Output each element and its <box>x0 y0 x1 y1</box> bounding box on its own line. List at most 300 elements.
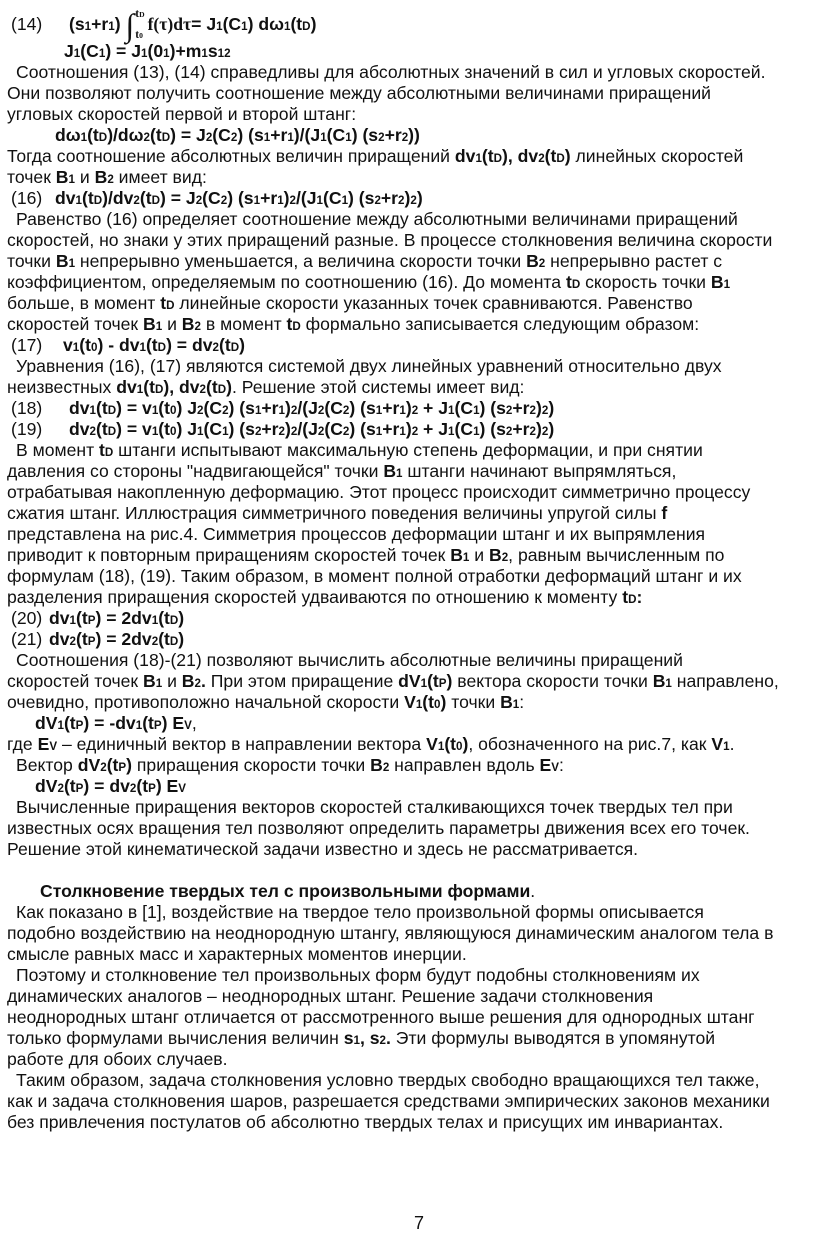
body-text <box>16 1070 759 1090</box>
sub-text: 1 <box>278 404 285 417</box>
text-run: )+m <box>169 41 202 61</box>
sup-text: 2 <box>411 425 419 438</box>
text-run: имеет вид: <box>113 167 207 187</box>
sub-text: P <box>153 719 162 732</box>
text-run: ) = J <box>159 188 196 208</box>
text-run: ) <box>226 377 232 397</box>
sub-text: 2 <box>222 404 229 417</box>
body-text <box>7 293 160 313</box>
text-run: )) <box>408 125 420 145</box>
sub-text: D <box>571 278 581 291</box>
sub-text: D <box>157 341 167 354</box>
formula-text <box>500 692 519 712</box>
text-run: /(J <box>297 419 318 439</box>
text-run: t <box>135 8 140 21</box>
formula-text <box>191 14 316 34</box>
integral-symbol <box>125 7 147 44</box>
formula-text <box>38 734 58 754</box>
text-run: , <box>191 713 197 733</box>
text-line <box>7 1007 831 1028</box>
sub-text: 2 <box>317 404 325 417</box>
text-run: – единичный вектор в направлении вектора <box>57 734 427 754</box>
equation-line <box>11 398 831 419</box>
text-line <box>7 1091 831 1112</box>
text-run: . <box>530 881 536 901</box>
body-text <box>232 377 524 397</box>
formula-text <box>35 713 192 733</box>
text-run: (C <box>222 14 242 34</box>
text-run: t <box>286 314 293 334</box>
formula-text <box>49 629 184 649</box>
text-run: B <box>55 251 69 271</box>
text-run: ) (s <box>479 398 506 418</box>
text-run: угловых скоростей первой и второй штанг: <box>7 104 357 124</box>
text-run: непрерывно уменьшается, а величина скорости точки <box>75 251 527 271</box>
text-line <box>7 1112 831 1133</box>
formula-text <box>622 587 642 607</box>
sub-text: 2 <box>143 131 151 144</box>
sub-text: P <box>75 719 84 732</box>
sub-text: 2 <box>194 320 201 333</box>
body-text <box>7 314 143 334</box>
equation-line <box>11 608 831 629</box>
sub-text: 1 <box>80 131 88 144</box>
text-run: штанги начинают выпрямляться, <box>402 461 677 481</box>
text-run: B <box>488 545 502 565</box>
sub-text: 2 <box>342 404 350 417</box>
sub-text: 1 <box>399 425 406 438</box>
sub-text: D <box>107 425 117 438</box>
text-run: и <box>469 545 489 565</box>
sup-text: 2 <box>224 47 231 60</box>
sub-text: 2 <box>398 194 405 207</box>
text-run: Уравнения (16), (17) являются системой двух линейных уравнений относительно двух <box>16 356 722 376</box>
sub-text: 1 <box>473 404 480 417</box>
text-run: B <box>181 314 195 334</box>
sub-text: D <box>98 131 108 144</box>
formula-text <box>455 146 571 166</box>
sub-text: 1 <box>320 131 327 144</box>
text-run: ) <box>405 419 412 439</box>
sub-text: 1 <box>254 404 262 417</box>
text-line <box>16 902 831 923</box>
text-run: +r <box>512 398 530 418</box>
text-run: При этом приращение <box>205 671 399 691</box>
sub-text: 1 <box>72 341 80 354</box>
body-text <box>519 692 524 712</box>
text-run: ) (s <box>348 188 375 208</box>
text-line <box>7 524 831 545</box>
formula-text <box>49 608 184 628</box>
formula-text <box>711 734 729 754</box>
sub-text: 1 <box>197 425 204 438</box>
text-run: скоростей точек <box>7 314 143 334</box>
text-run: ) J <box>176 398 198 418</box>
text-run: f <box>661 503 668 523</box>
text-run: ) = dv <box>83 776 130 796</box>
text-run: приводит к повторным приращениям скоростей точек <box>7 545 451 565</box>
text-run: +r <box>261 398 279 418</box>
sub-text: 1 <box>253 194 261 207</box>
sub-text: 2 <box>374 194 381 207</box>
text-run: скорость точки <box>580 272 711 292</box>
text-run: B <box>181 671 195 691</box>
text-line <box>16 755 831 776</box>
sub-text: 2 <box>538 152 545 165</box>
text-line <box>7 1049 831 1070</box>
text-line <box>7 314 831 335</box>
text-run: . <box>200 671 206 691</box>
text-run: s <box>207 41 218 61</box>
sub-text: 2 <box>133 194 140 207</box>
equation-number: (18) <box>11 398 43 418</box>
text-run: ) <box>285 398 291 418</box>
text-run: ) <box>285 419 291 439</box>
text-run: ) = 2dv <box>95 608 152 628</box>
text-run: ) (s <box>228 419 255 439</box>
text-run: Эти формулы выводятся в упомянутой <box>390 1028 716 1048</box>
equation-number: (17) <box>11 335 43 355</box>
text-line <box>16 356 831 377</box>
text-run: направлен вдоль <box>389 755 540 775</box>
formula-text <box>160 293 174 313</box>
text-run: ) <box>416 188 423 208</box>
formula-text <box>148 14 192 34</box>
text-run: (t <box>106 755 119 775</box>
text-run: разделения приращения скоростей удваиваются по отношению к моменту <box>7 587 623 607</box>
text-run: (t <box>158 608 170 628</box>
formula-text <box>63 335 245 355</box>
text-run: скоростей, но знаки у этих приращений разные. В процессе столкновения величина скорости <box>7 230 773 250</box>
section-heading <box>40 881 831 902</box>
sub-text: 1 <box>462 551 470 564</box>
body-text <box>7 734 38 754</box>
sup-text: 2 <box>541 425 549 438</box>
text-run: (C <box>202 188 221 208</box>
integral-glyph: ∫ <box>125 7 135 44</box>
text-run: V <box>404 692 416 712</box>
text-run: (C <box>323 188 342 208</box>
text-run: dV <box>398 671 421 691</box>
body-text <box>7 923 773 943</box>
formula-text <box>56 167 75 187</box>
body-text <box>192 713 197 733</box>
text-run: (C <box>203 419 223 439</box>
body-text <box>7 251 56 271</box>
body-text <box>7 272 566 292</box>
text-run: больше, в момент <box>7 293 161 313</box>
text-run: работе для обоих случаев. <box>7 1049 228 1069</box>
text-run: ) <box>405 398 412 418</box>
sub-text: 0 <box>434 698 441 711</box>
text-run: +r <box>382 419 400 439</box>
body-text <box>389 755 539 775</box>
text-run: B <box>143 671 156 691</box>
sub-text: 0 <box>170 404 177 417</box>
text-run: ) <box>178 608 185 628</box>
body-text <box>162 314 182 334</box>
text-line <box>7 104 831 125</box>
text-run: ) <box>548 398 555 418</box>
sub-text: 2 <box>529 425 536 438</box>
text-run: Соотношения (18)-(21) позволяют вычислить абсолютные величины приращений <box>16 650 683 670</box>
text-line <box>7 587 831 608</box>
text-run: (t <box>79 335 91 355</box>
text-run: отрабатывая накопленную деформацию. Этот процесс происходит симметрично процессу <box>7 482 751 502</box>
body-text <box>452 671 652 691</box>
text-run: +r <box>261 419 279 439</box>
text-line <box>7 146 831 167</box>
body-text <box>201 314 287 334</box>
sub-text: 1 <box>723 740 730 753</box>
text-run: штанги испытывают максимальную степень деформации, и при снятии <box>113 440 703 460</box>
formula-text <box>370 755 389 775</box>
text-run: направлено, <box>671 671 779 691</box>
text-run: , равным вычисленным по <box>508 545 725 565</box>
text-run: ) <box>178 629 185 649</box>
text-run: ) dω <box>247 14 284 34</box>
sub-text: 0 <box>170 425 177 438</box>
text-run: (t <box>143 377 155 397</box>
text-line <box>7 1028 831 1049</box>
sup-text: 2 <box>289 194 296 207</box>
formula-text <box>182 671 206 691</box>
formula-text <box>143 671 162 691</box>
text-run: формулам (18), (19). Таким образом, в момент полной отработки деформаций штанг и их <box>7 566 742 586</box>
text-run: ) (s <box>351 125 379 145</box>
equation-line <box>64 41 831 62</box>
text-line <box>7 545 831 566</box>
body-text <box>7 587 622 607</box>
sub-text: 1 <box>283 20 291 33</box>
body-text <box>580 272 711 292</box>
equation-line <box>55 125 831 146</box>
text-run: B <box>526 251 539 271</box>
sub-text: 2 <box>129 782 137 795</box>
equation-line <box>11 7 831 44</box>
sub-text: 1 <box>723 278 731 291</box>
body-text <box>446 692 500 712</box>
body-text <box>16 62 766 82</box>
text-run: ) (s <box>349 398 376 418</box>
text-run: s <box>343 1028 354 1048</box>
text-run: (t <box>96 398 108 418</box>
text-run: ) <box>446 671 453 691</box>
body-text <box>7 461 383 481</box>
text-run: Поэтому и столкновение тел произвольных форм будут подобны столкновениям их <box>16 965 700 985</box>
text-run: (C <box>454 419 474 439</box>
text-run: . <box>386 1028 391 1048</box>
text-run: E <box>37 734 50 754</box>
text-run: (C <box>324 398 343 418</box>
text-run: (t <box>158 629 170 649</box>
text-line <box>7 566 831 587</box>
text-run: представлена на рис.4. Симметрия процессов деформации штанг и их выпрямления <box>7 524 706 544</box>
text-run: (t <box>544 146 557 166</box>
equation-line <box>11 629 831 650</box>
text-run: B <box>500 692 513 712</box>
text-run: Вектор <box>16 755 78 775</box>
text-run: динамических аналогов – неоднородных штанг. Решение задачи столкновения <box>7 986 654 1006</box>
sub-text: D <box>107 404 117 417</box>
text-run: (t <box>158 419 171 439</box>
sub-text: 2 <box>230 131 238 144</box>
text-run: J <box>64 41 74 61</box>
page-number: 7 <box>413 1213 424 1233</box>
sub-text: 1 <box>163 47 170 60</box>
sub-text: 2 <box>100 761 107 774</box>
body-text <box>7 944 467 964</box>
text-run: смысле равных масс и характерных моментов инерции. <box>7 944 467 964</box>
text-line <box>7 293 831 314</box>
sub-text: D <box>104 446 114 459</box>
sub-text: 1 <box>73 47 81 60</box>
text-run: вектора скорости точки <box>452 671 653 691</box>
sub-text: 1 <box>473 425 480 438</box>
body-text <box>530 881 535 901</box>
text-run: Равенство (16) определяет соотношение между абсолютными величинами приращений <box>16 209 738 229</box>
text-run: (t <box>481 146 494 166</box>
text-line <box>7 692 831 713</box>
formula-text <box>540 755 560 775</box>
formula-text <box>95 167 114 187</box>
formula-text <box>489 545 508 565</box>
body-text <box>16 356 722 376</box>
equation-number: (21) <box>11 629 43 649</box>
text-run: скоростей точек <box>7 671 143 691</box>
formula-text <box>398 671 452 691</box>
text-run: )/dω <box>107 125 144 145</box>
equation-number: (20) <box>11 608 43 628</box>
sub-text: 1 <box>448 425 455 438</box>
sub-text: D <box>169 635 179 648</box>
text-run: dV <box>35 776 58 796</box>
body-text <box>16 440 99 460</box>
sub-text: P <box>438 677 447 690</box>
formula-text <box>143 314 162 334</box>
text-run: ) <box>114 14 126 34</box>
sub-text: D <box>292 320 301 333</box>
text-run: ) (s <box>237 125 264 145</box>
text-run: ) J <box>176 419 198 439</box>
body-text <box>7 104 356 124</box>
sub-text: 2 <box>107 173 114 186</box>
body-text <box>7 566 742 586</box>
sub-text: 1 <box>475 152 482 165</box>
text-line <box>7 671 831 692</box>
text-run: ) <box>462 734 469 754</box>
sub-text: D <box>556 152 565 165</box>
body-text <box>132 755 370 775</box>
text-run: ) = v <box>116 419 152 439</box>
sub-text: 1 <box>89 404 97 417</box>
text-run: +r <box>380 188 399 208</box>
text-run: dv <box>49 629 70 649</box>
text-run: точек <box>7 167 56 187</box>
text-run: ), dv <box>502 146 539 166</box>
formula-text <box>526 251 545 271</box>
text-line <box>16 1070 831 1091</box>
text-run: +r <box>512 419 530 439</box>
text-line <box>16 965 831 986</box>
text-run: ) = dv <box>166 335 213 355</box>
sub-text: 1 <box>135 719 143 732</box>
body-text <box>7 482 750 502</box>
sub-text: 2 <box>195 194 203 207</box>
sub-text: V <box>178 782 187 795</box>
text-run: t <box>565 272 572 292</box>
sub-text: 1 <box>201 47 208 60</box>
text-run: только формулами вычисления величин <box>7 1028 344 1048</box>
formula-text <box>344 1028 391 1048</box>
text-run: dv <box>454 146 476 166</box>
sub-text: D <box>154 383 164 396</box>
text-line <box>7 923 831 944</box>
text-run: ) <box>535 398 542 418</box>
text-run: формально записывается следующим образом: <box>300 314 700 334</box>
formula-text <box>116 377 232 397</box>
text-run: (t <box>218 335 231 355</box>
text-line <box>7 461 831 482</box>
text-line <box>7 503 831 524</box>
body-text <box>7 1091 770 1111</box>
text-run: в момент <box>200 314 287 334</box>
text-run: ) <box>310 14 317 34</box>
text-line <box>16 62 831 83</box>
text-run: B <box>94 167 108 187</box>
sub-text: 1 <box>217 47 225 60</box>
text-run: (C <box>326 125 346 145</box>
sub-text: 2 <box>379 1034 387 1047</box>
equation-line <box>11 188 831 209</box>
sub-text: 1 <box>241 20 248 33</box>
text-run: . Решение этой системы имеет вид: <box>231 377 525 397</box>
formula-text <box>40 881 530 901</box>
sub-text: 0 <box>139 31 143 41</box>
equation-line <box>11 419 831 440</box>
text-run: (t <box>158 398 171 418</box>
formula-text <box>55 125 420 145</box>
sub-text: 2 <box>197 404 204 417</box>
text-run: (C <box>324 419 343 439</box>
sub-text: 1 <box>287 131 294 144</box>
text-run: f(τ)dτ <box>147 14 192 34</box>
text-run: (C <box>203 398 223 418</box>
body-text <box>559 755 564 775</box>
sub-text: 1 <box>353 1034 360 1047</box>
sub-text: 1 <box>396 467 403 480</box>
text-line <box>7 251 831 272</box>
sub-text: 2 <box>401 131 409 144</box>
text-run: коэффициентом, определяемым по соотношению (16). До момента <box>7 272 566 292</box>
text-line <box>16 797 831 818</box>
body-text <box>571 146 744 166</box>
text-run: dv <box>69 419 90 439</box>
sub-text: 1 <box>57 719 64 732</box>
equation-line <box>11 335 831 356</box>
sub-text: 1 <box>98 47 106 60</box>
text-run: точки <box>7 251 56 271</box>
text-run: ) = J <box>170 125 206 145</box>
text-run: : <box>636 587 643 607</box>
document-body <box>7 8 831 1133</box>
text-run: ) <box>239 335 245 355</box>
text-run: (t <box>76 608 88 628</box>
body-text <box>75 167 95 187</box>
body-text <box>301 314 699 334</box>
text-run: неоднородных штанг отличается от рассмотренного выше решения для однородных штанг <box>7 1007 755 1027</box>
body-text <box>7 839 638 859</box>
